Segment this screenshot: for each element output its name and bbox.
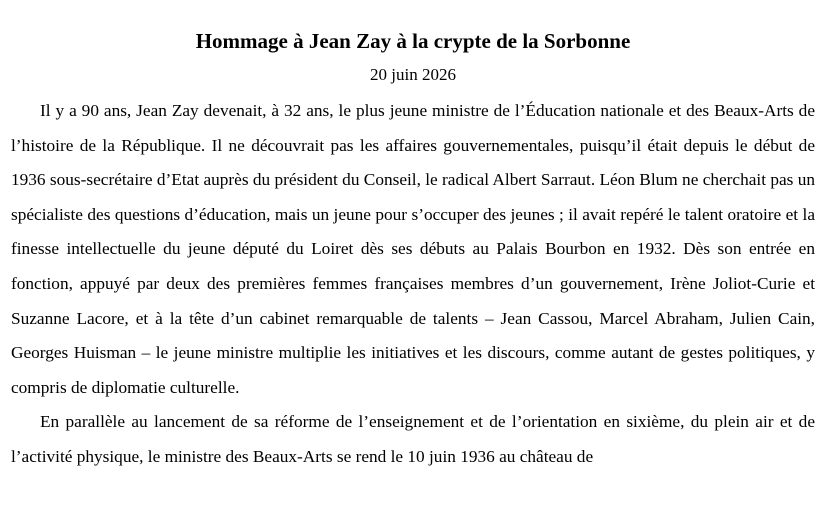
paragraph: En parallèle au lancement de sa réforme de l’enseignement et de l’orientation en sixième, du plein air et de l’activité physique, le ministre des Beaux-Arts se rend le 10 juin 1936 au château de bbox=[11, 412, 815, 466]
document-date: 20 juin 2026 bbox=[370, 65, 456, 84]
paragraph: Il y a 90 ans, Jean Zay devenait, à 32 ans, le plus jeune ministre de l’Éducation nationale et des Beaux-Arts de l’histoire de la République. Il ne découvrait pas les affaires gouvernementales, puisqu’il était depuis le début de 1936 sous-secrétaire d’Etat auprès du président du Conseil, le radical Albert Sarraut. Léon Blum ne cherchait pas un spécialiste des questions d’éducation, mais un jeune pour s’occuper des jeunes ; il avait repéré le talent oratoire et la finesse intellectuelle du jeune député du Loiret dès ses débuts au Palais Bourbon en 1932. Dès son entrée en fonction, appuyé par deux des premières femmes françaises membres d’un gouvernement, Irène Joliot-Curie et Suzanne Lacore, et à la tête d’un cabinet remarquable de talents – Jean Cassou, Marcel Abraham, Julien Cain, Georges Huisman – le jeune ministre multiplie les initiatives et les discours, comme autant de gestes politiques, y compris de diplomatie culturelle. bbox=[11, 101, 815, 397]
document-title: Hommage à Jean Zay à la crypte de la Sorbonne bbox=[195, 29, 631, 53]
document-body bbox=[11, 94, 815, 475]
document-page bbox=[11, 0, 815, 475]
